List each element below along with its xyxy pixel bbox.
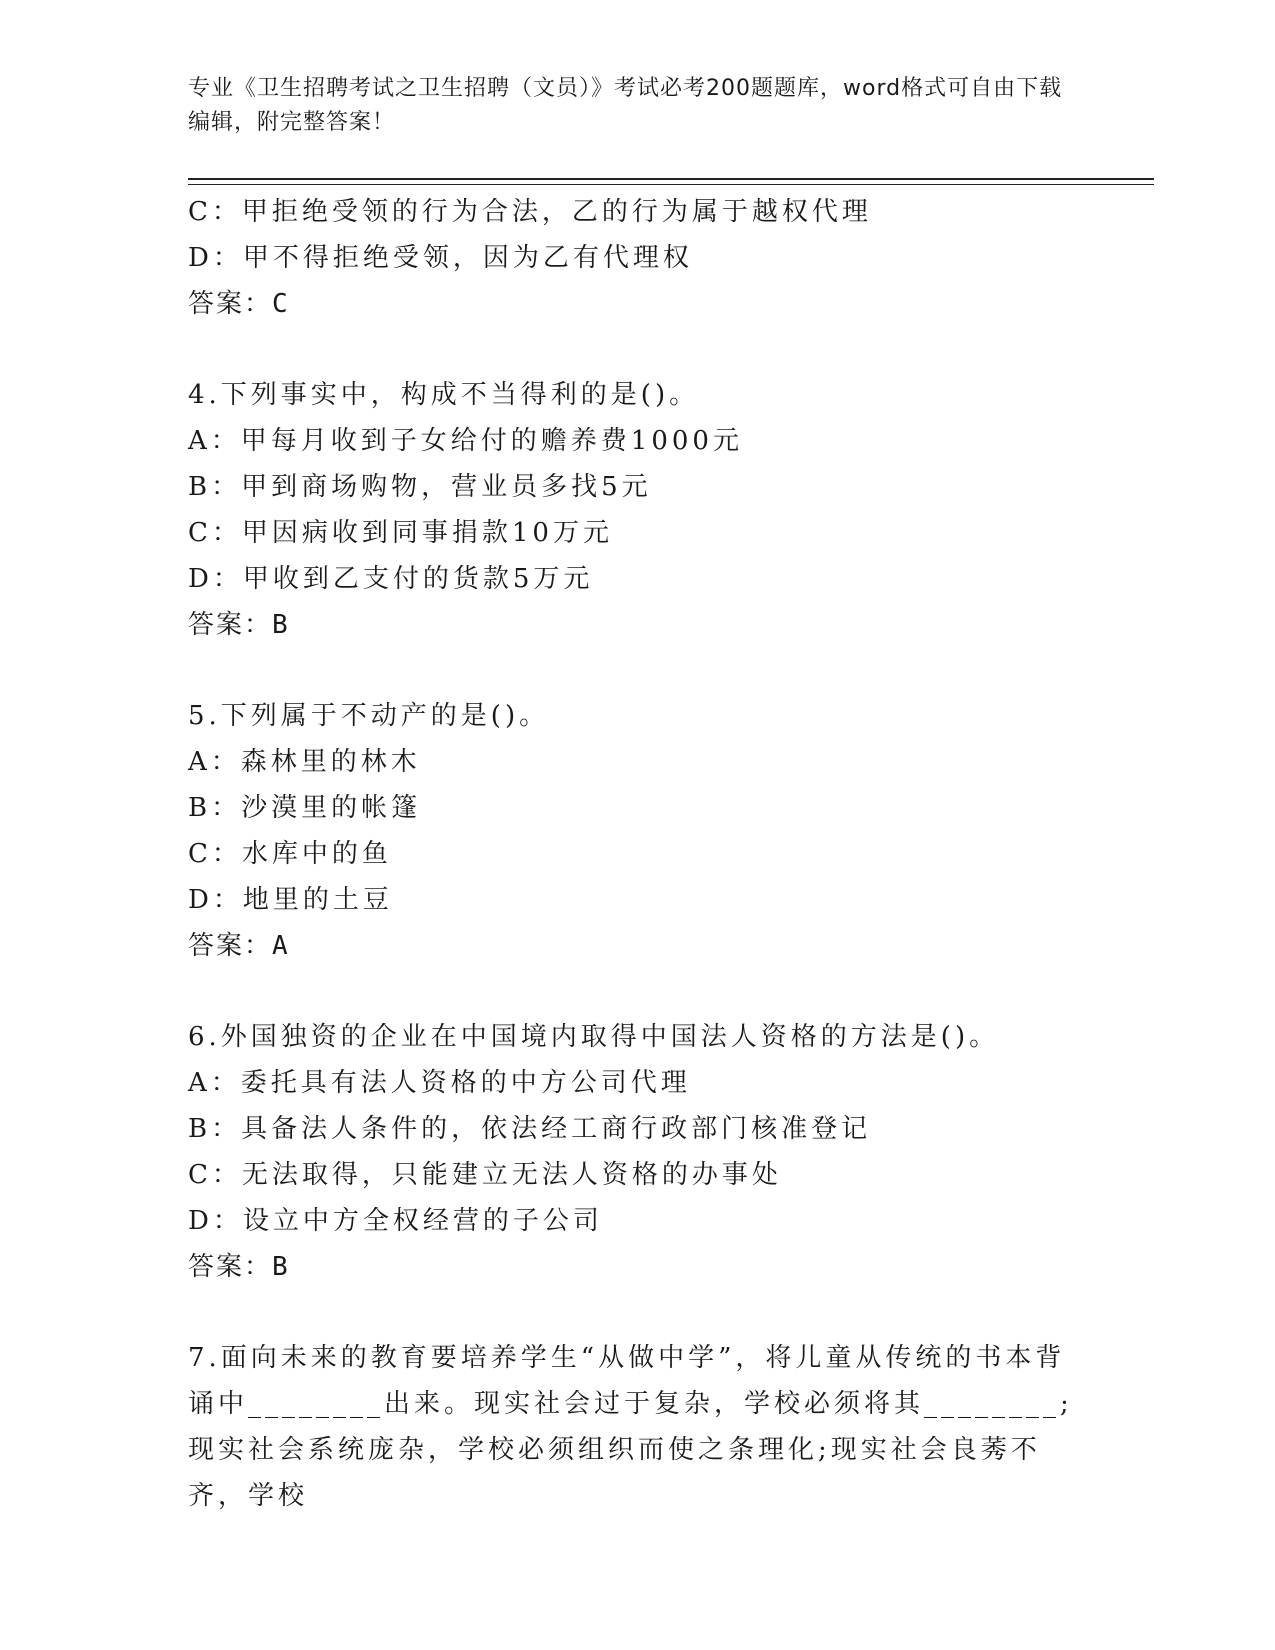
option-a: A：甲每月收到子女给付的赡养费1000元	[188, 426, 743, 456]
answer-label: 答案：	[188, 610, 273, 640]
option-a: A：森林里的林木	[188, 747, 421, 777]
spacer	[188, 969, 1088, 1014]
answer-label: 答案：	[188, 1252, 273, 1282]
option-c: C：甲拒绝受领的行为合法，乙的行为属于越权代理	[188, 197, 872, 227]
question-5	[188, 693, 1088, 969]
question-6	[188, 1014, 1088, 1290]
question-text: 5.下列属于不动产的是()。	[188, 701, 550, 731]
answer-value: B	[272, 610, 290, 640]
answer-value: B	[272, 1252, 290, 1282]
answer-value: A	[272, 931, 290, 961]
answer-label: 答案：	[188, 289, 273, 319]
option-b: B：甲到商场购物，营业员多找5元	[188, 472, 652, 502]
page-header	[188, 72, 1068, 140]
option-c: C：甲因病收到同事捐款10万元	[188, 518, 613, 548]
option-d: D：甲收到乙支付的货款5万元	[188, 564, 594, 594]
option-d: D：设立中方全权经营的子公司	[188, 1206, 603, 1236]
question-list	[188, 189, 1088, 1519]
answer-line	[188, 602, 1088, 648]
answer-line	[188, 1244, 1088, 1290]
answer-label: 答案：	[188, 931, 273, 961]
question-3-tail	[188, 189, 1088, 327]
option-a: A：委托具有法人资格的中方公司代理	[188, 1068, 691, 1098]
answer-line	[188, 281, 1088, 327]
spacer	[188, 648, 1088, 693]
question-text: 6.外国独资的企业在中国境内取得中国法人资格的方法是()。	[188, 1022, 1000, 1052]
header-divider-thick	[188, 178, 1154, 180]
spacer	[188, 1290, 1088, 1335]
question-4	[188, 372, 1088, 648]
question-text: 4.下列事实中，构成不当得利的是()。	[188, 380, 700, 410]
option-b: B：沙漠里的帐篷	[188, 793, 422, 823]
option-b: B：具备法人条件的，依法经工商行政部门核准登记	[188, 1114, 872, 1144]
answer-line	[188, 923, 1088, 969]
option-d: D：地里的土豆	[188, 885, 393, 915]
header-text: 专业《卫生招聘考试之卫生招聘（文员）》考试必考200题题库，word格式可自由下载编辑，附完整答案！	[188, 76, 1063, 135]
spacer	[188, 327, 1088, 372]
question-text: 7.面向未来的教育要培养学生“从做中学”，将儿童从传统的书本背诵中________出来。现实社会过于复杂，学校必须将其________;现实社会系统庞杂，学校必须组织而使之条理化;现实社会良莠不齐，学校	[188, 1343, 1073, 1511]
answer-value: C	[272, 289, 290, 319]
option-c: C：水库中的鱼	[188, 839, 392, 869]
option-d: D：甲不得拒绝受领，因为乙有代理权	[188, 243, 693, 273]
header-divider-thin	[188, 184, 1154, 185]
question-7	[188, 1335, 1088, 1519]
option-c: C：无法取得，只能建立无法人资格的办事处	[188, 1160, 782, 1190]
